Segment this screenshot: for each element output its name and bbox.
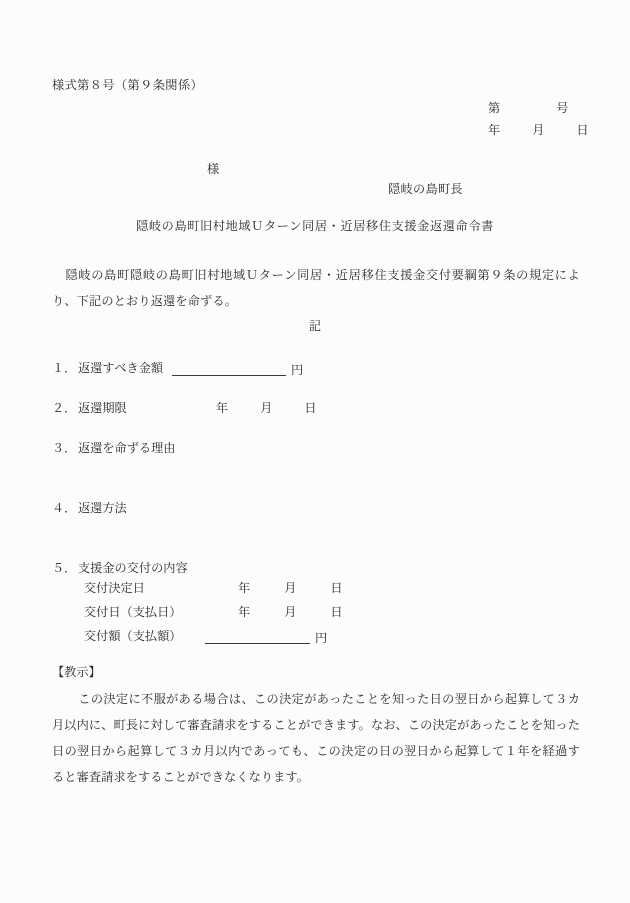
item-2-month: 月 [260,401,273,415]
instruction-heading: 【教示】 [52,665,101,679]
document-number-unit: 号 [556,101,569,115]
item-2-date-field[interactable] [216,402,317,414]
issue-date-month: 月 [532,123,545,137]
item-1-label: 返還すべき金額 [78,361,164,375]
document-number-label: 第 [488,101,501,115]
form-number: 様式第８号（第９条関係） [52,78,204,92]
item-1-amount-unit: 円 [291,362,304,377]
payment-date-month: 月 [284,605,297,619]
subsidy-decision-date-field[interactable] [238,582,343,594]
item-2-number: ２． [52,401,77,415]
subsidy-decision-day: 日 [330,581,343,595]
issue-date-day: 日 [576,123,589,137]
payment-date-year: 年 [238,605,251,619]
instruction-body-text: この決定に不服がある場合は、この決定があったことを知った日の翌日から起算して３カ月以内に、町長に対して審査請求をすることができます。なお、この決定があったことを知った日の翌日から起算して３カ月以内であっても、この決定の日の翌日から起算して１年を経過すると審査請求をすることができなくなります。 [52,692,580,784]
ki-marker: 記 [308,319,322,333]
item-5-number: ５． [52,561,77,575]
payment-amount-label: 交付額（支払額） [84,629,182,643]
item-4-label: 返還方法 [78,501,127,515]
instruction-text [52,686,580,790]
item-3 [52,442,176,454]
item-4-number: ４． [52,501,77,515]
payment-amount-unit: 円 [315,630,328,645]
body-paragraph-text: 隠岐の島町隠岐の島町旧村地域Ｕターン同居・近居移住支援金交付要綱第９条の規定により、下記のとおり返還を命ずる。 [52,268,580,308]
payment-date-field[interactable] [238,606,343,618]
subsidy-decision-date-label: 交付決定日 [84,581,145,595]
item-2 [52,402,127,414]
addressee-suffix: 様 [207,162,220,176]
item-4 [52,502,127,514]
item-2-year: 年 [216,401,229,415]
issuer-name: 隠岐の島町長 [388,182,463,196]
item-1 [52,362,163,374]
subsidy-decision-year: 年 [238,581,251,595]
payment-amount-rule [205,630,310,644]
payment-date-day: 日 [330,605,343,619]
document-number-field [488,102,568,114]
item-5-label: 支援金の交付の内容 [78,561,188,575]
document-title: 隠岐の島町旧村地域Ｕターン同居・近居移住支援金返還命令書 [136,219,494,233]
item-1-number: １． [52,361,77,375]
item-1-amount-field[interactable] [172,362,303,376]
item-1-amount-rule [172,362,286,376]
body-paragraph [52,262,580,314]
item-3-number: ３． [52,441,77,455]
issue-date-year: 年 [488,123,501,137]
item-5 [52,562,188,574]
item-3-label: 返還を命ずる理由 [78,441,176,455]
item-2-day: 日 [304,401,317,415]
subsidy-decision-month: 月 [284,581,297,595]
item-2-label: 返還期限 [78,401,127,415]
issue-date-field [488,124,589,136]
payment-amount-field[interactable] [205,630,327,644]
payment-date-label: 交付日（支払日） [84,605,182,619]
